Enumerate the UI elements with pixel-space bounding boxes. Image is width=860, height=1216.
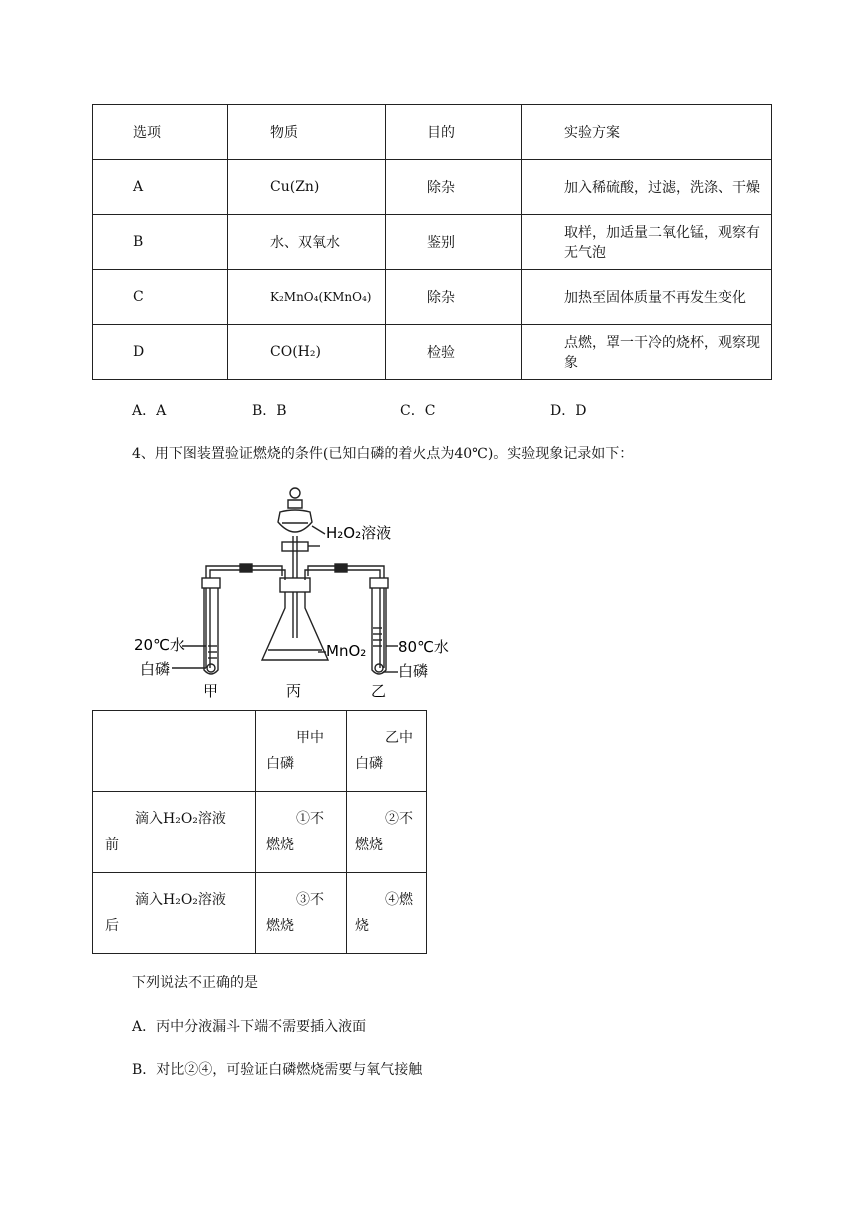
table-cell — [256, 792, 347, 873]
table-cell — [347, 873, 427, 954]
diagram-label-yi: 乙 — [371, 682, 387, 700]
diagram-label-solution: H₂O₂溶液 — [326, 524, 392, 542]
option-c: C．C — [400, 403, 436, 419]
cell-line: 滴入H₂O₂溶液 — [135, 892, 226, 908]
table-cell: K₂MnO₄(KMnO₄) — [228, 270, 386, 325]
table-cell: A — [93, 160, 228, 215]
options-table — [92, 104, 772, 380]
table-cell: 加入稀硫酸，过滤，洗涤、干燥 — [522, 160, 772, 215]
table-cell: C — [93, 270, 228, 325]
table-cell: 取样，加适量二氧化锰，观察有无气泡 — [522, 215, 772, 270]
header-line: 白磷 — [266, 756, 294, 772]
header-cell: 实验方案 — [522, 105, 772, 160]
header-line: 白磷 — [355, 756, 383, 772]
option-a: A．A — [132, 403, 167, 419]
table-cell — [93, 873, 256, 954]
observation-table — [92, 710, 427, 954]
header-cell-empty — [93, 711, 256, 792]
table-cell: 除杂 — [386, 270, 522, 325]
header-cell: 物质 — [228, 105, 386, 160]
cell-line: ①不 — [296, 811, 324, 827]
table-cell: D — [93, 325, 228, 380]
cell-line: 滴入H₂O₂溶液 — [135, 811, 226, 827]
cell-line: 烧 — [355, 918, 369, 934]
table-cell: 加热至固体质量不再发生变化 — [522, 270, 772, 325]
table-cell — [93, 792, 256, 873]
cell-line: ④燃 — [385, 892, 413, 908]
table-row — [93, 325, 772, 380]
diagram-label-water-left: 20℃水 — [134, 636, 185, 654]
header-line: 乙中 — [385, 730, 413, 746]
diagram-label-phosphorus-left: 白磷 — [140, 660, 171, 678]
diagram-label-catalyst: MnO₂ — [326, 642, 367, 660]
table-row — [93, 160, 772, 215]
header-cell: 目的 — [386, 105, 522, 160]
diagram-label-phosphorus-right: 白磷 — [398, 662, 429, 680]
apparatus-diagram — [130, 478, 460, 703]
cell-line: ②不 — [385, 811, 413, 827]
table-cell — [256, 873, 347, 954]
table-row — [93, 215, 772, 270]
header-cell: 选项 — [93, 105, 228, 160]
cell-line: 燃烧 — [355, 837, 383, 853]
table-cell: 点燃，罩一干冷的烧杯，观察现象 — [522, 325, 772, 380]
table-cell: 鉴别 — [386, 215, 522, 270]
table-cell: B — [93, 215, 228, 270]
header-cell — [347, 711, 427, 792]
option-b: B．B — [252, 403, 287, 419]
table-cell: Cu(Zn) — [228, 160, 386, 215]
answer-option-b: B．对比②④，可验证白磷燃烧需要与氧气接触 — [132, 1062, 423, 1078]
diagram-label-jia: 甲 — [203, 682, 219, 700]
table-row — [93, 270, 772, 325]
header-line: 甲中 — [296, 730, 324, 746]
cell-line: 后 — [105, 918, 119, 934]
cell-line: ③不 — [296, 892, 324, 908]
diagram-label-water-right: 80℃水 — [398, 638, 449, 656]
table-cell: 水、双氧水 — [228, 215, 386, 270]
question-prompt: 下列说法不正确的是 — [132, 975, 258, 991]
table-header-row — [93, 711, 427, 792]
table-header-row — [93, 105, 772, 160]
table-row — [93, 873, 427, 954]
answer-option-a: A．丙中分液漏斗下端不需要插入液面 — [132, 1019, 367, 1035]
question-stem: 4、用下图装置验证燃烧的条件(已知白磷的着火点为40℃)。实验现象记录如下： — [132, 446, 634, 462]
cell-line: 燃烧 — [266, 918, 294, 934]
table-row — [93, 792, 427, 873]
table-cell: 检验 — [386, 325, 522, 380]
table-cell — [347, 792, 427, 873]
diagram-label-bing: 丙 — [286, 682, 302, 700]
table-cell: 除杂 — [386, 160, 522, 215]
cell-line: 燃烧 — [266, 837, 294, 853]
header-cell — [256, 711, 347, 792]
cell-line: 前 — [105, 837, 119, 853]
table-cell: CO(H₂) — [228, 325, 386, 380]
option-d: D．D — [550, 403, 587, 419]
